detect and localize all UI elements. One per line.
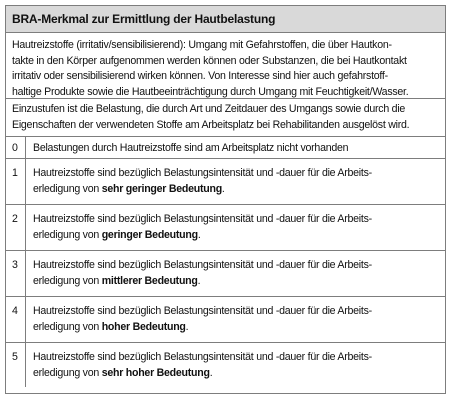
paragraph-line: Hautreizstoffe (irritativ/sensibilisierend): Umgang mit Gefahrstoffen, die über Hautkon-: [12, 39, 392, 51]
row-line: [33, 182, 372, 198]
assessment-table: [5, 5, 446, 394]
row-rating: sehr geringer Bedeutung: [101, 182, 222, 195]
row-suffix: .: [197, 228, 201, 241]
row-suffix: .: [221, 182, 225, 195]
row-line: [33, 274, 372, 290]
row-prefix: erledigung von: [33, 320, 102, 333]
row-suffix: .: [197, 274, 201, 287]
paragraph-line: irritativ oder sensibilisierend wirken können. Von Interesse sind hier auch gefahrstoff-: [12, 70, 388, 83]
row-text: [26, 297, 376, 342]
row-prefix: erledigung von: [33, 182, 102, 195]
paragraph-line: Eigenschaften der verwendeten Stoffe am Arbeitsplatz bei Rehabilitanden ausgelöst wird.: [12, 118, 410, 131]
table-row: [6, 137, 445, 159]
row-suffix: .: [209, 366, 213, 379]
row-line: Hautreizstoffe sind bezüglich Belastungsintensität und -dauer für die Arbeits-: [33, 259, 372, 271]
row-rating: mittlerer Bedeutung: [101, 274, 198, 287]
row-line: [33, 228, 372, 244]
row-number: 4: [6, 297, 26, 342]
table-row: [6, 159, 445, 205]
table-row: [6, 205, 445, 251]
instruction-paragraph: [6, 99, 445, 137]
row-line: Hautreizstoffe sind bezüglich Belastungsintensität und -dauer für die Arbeits-: [33, 167, 372, 179]
row-number: 2: [6, 205, 26, 250]
paragraph-line: haltige Produkte sowie die Hautbeeinträchtigung durch Umgang mit Feuchtigkeit/Wasser.: [12, 85, 409, 98]
row-rating: sehr hoher Bedeutung: [101, 366, 210, 379]
row-line: Hautreizstoffe sind bezüglich Belastungsintensität und -dauer für die Arbeits-: [33, 351, 372, 363]
row-line: Hautreizstoffe sind bezüglich Belastungsintensität und -dauer für die Arbeits-: [33, 213, 372, 225]
row-text: [26, 205, 376, 250]
row-number: 0: [6, 137, 26, 158]
row-text: Belastungen durch Hautreizstoffe sind am Arbeitsplatz nicht vorhanden: [33, 142, 349, 154]
row-number: 3: [6, 251, 26, 296]
row-text: [26, 159, 376, 204]
description-paragraph: [6, 33, 445, 99]
paragraph-line: takte in den Körper aufgenommen werden können oder Substanzen, die bei Hautkontakt: [12, 54, 407, 67]
table-row: [6, 251, 445, 297]
row-line: [33, 320, 372, 336]
paragraph-line: Einzustufen ist die Belastung, die durch Art und Zeitdauer des Umgangs sowie durch die: [12, 103, 406, 115]
table-title: BRA-Merkmal zur Ermittlung der Hautbelastung: [6, 6, 445, 33]
row-rating: geringer Bedeutung: [101, 228, 198, 241]
row-line: Hautreizstoffe sind bezüglich Belastungsintensität und -dauer für die Arbeits-: [33, 305, 372, 317]
row-prefix: erledigung von: [33, 366, 102, 379]
row-text: [26, 343, 376, 387]
row-suffix: .: [185, 320, 189, 333]
row-rating: hoher Bedeutung: [101, 320, 186, 333]
row-number: 1: [6, 159, 26, 204]
row-prefix: erledigung von: [33, 274, 102, 287]
row-line: [33, 366, 372, 382]
row-prefix: erledigung von: [33, 228, 102, 241]
table-row: [6, 343, 445, 387]
table-row: [6, 297, 445, 343]
row-number: 5: [6, 343, 26, 387]
row-text: [26, 251, 376, 296]
